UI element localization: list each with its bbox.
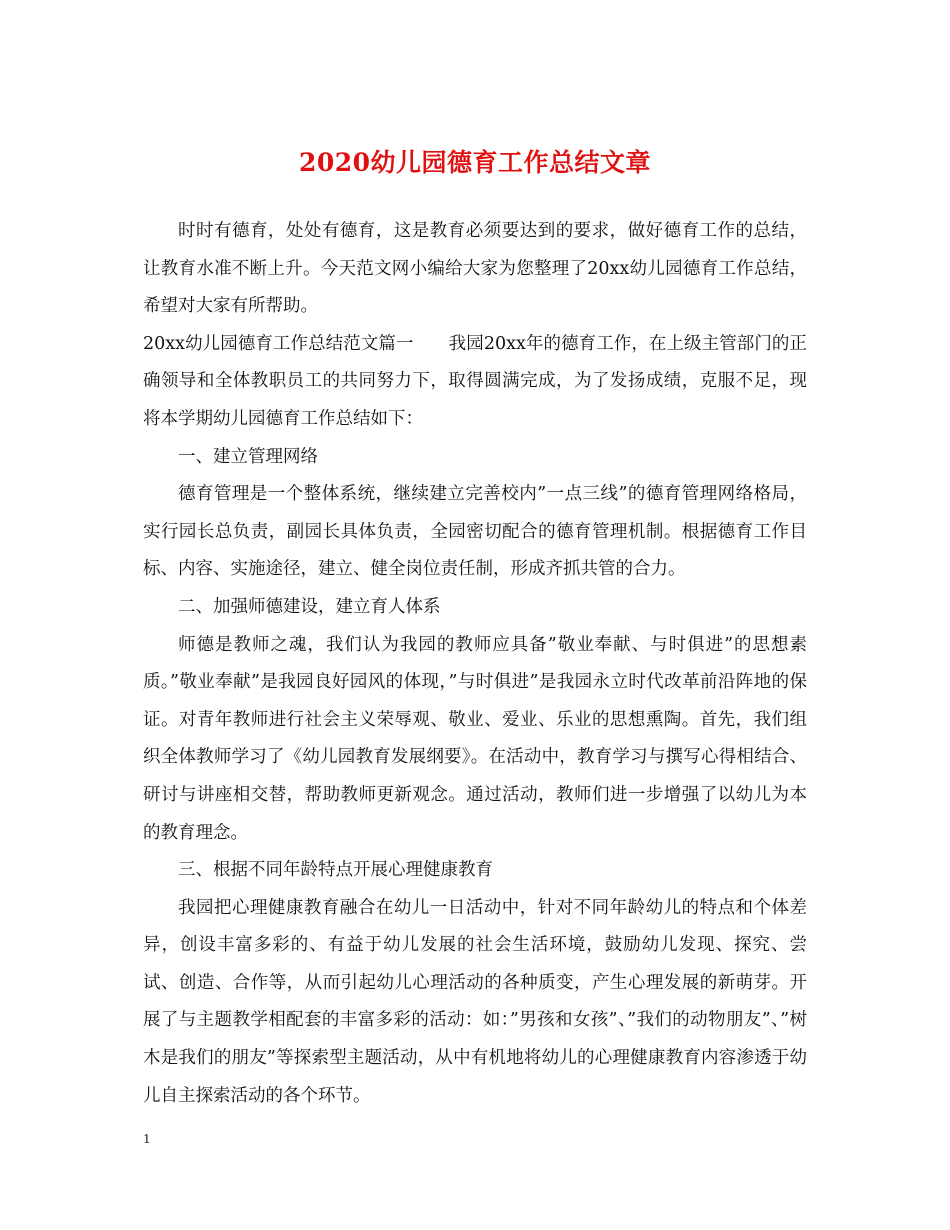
document-body bbox=[143, 213, 807, 1115]
paragraph-section-2: 师德是教师之魂，我们认为我园的教师应具备”敬业奉献、与时俱进”的思想素质。”敬业奉献”是我园良好园风的体现，”与时俱进”是我园永立时代改革前沿阵地的保证。对青年教师进行社会主义荣辱观、敬业、爱业、乐业的思想熏陶。首先，我们组织全体教师学习了《幼儿园教育发展纲要》。在活动中，教育学习与撰写心得相结合、研讨与讲座相交替，帮助教师更新观念。通过活动，教师们进一步增强了以幼儿为本的教育理念。 bbox=[143, 634, 807, 843]
document-title: 2020幼儿园德育工作总结文章 bbox=[298, 148, 652, 177]
paragraph-section-3: 我园把心理健康教育融合在幼儿一日活动中，针对不同年龄幼儿的特点和个体差异，创设丰富多彩的、有益于幼儿发展的社会生活环境，鼓励幼儿发现、探究、尝试、创造、合作等，从而引起幼儿心理活动的各种质变，产生心理发展的新萌芽。开展了与主题教学相配套的丰富多彩的活动：如：”男孩和女孩”、”我们的动物朋友”、”树木是我们的朋友”等探索型主题活动，从中有机地将幼儿的心理健康教育内容渗透于幼儿自主探索活动的各个环节。 bbox=[143, 897, 807, 1106]
paragraph-section-1: 德育管理是一个整体系统，继续建立完善校内”一点三线”的德育管理网络格局，实行园长总负责，副园长具体负责，全园密切配合的德育管理机制。根据德育工作目标、内容、实施途径，建立、健全岗位责任制，形成齐抓共管的合力。 bbox=[143, 484, 807, 580]
heading-section-1: 一、建立管理网络 bbox=[178, 446, 318, 467]
paragraph-section-intro: 20xx幼儿园德育工作总结范文篇一 我园20xx年的德育工作，在上级主管部门的正确领导和全体教职员工的共同努力下，取得圆满完成，为了发扬成绩，克服不足，现将本学期幼儿园德育工作总结如下： bbox=[143, 333, 807, 429]
paragraph-intro: 时时有德育，处处有德育，这是教育必须要达到的要求，做好德育工作的总结，让教育水准不断上升。今天范文网小编给大家为您整理了20xx幼儿园德育工作总结，希望对大家有所帮助。 bbox=[143, 221, 807, 317]
heading-section-2: 二、加强师德建设，建立育人体系 bbox=[178, 596, 441, 617]
heading-section-3: 三、根据不同年龄特点开展心理健康教育 bbox=[178, 860, 493, 881]
page-number: 1 bbox=[143, 1132, 151, 1146]
